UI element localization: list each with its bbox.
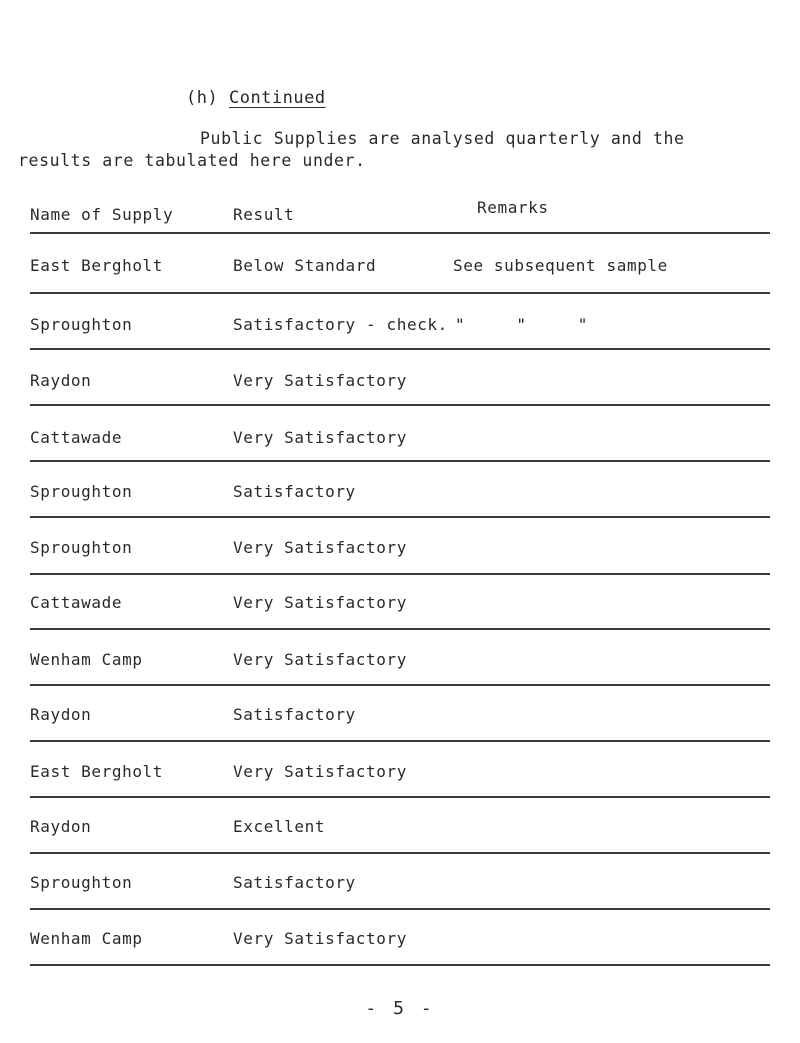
cell-supply: East Bergholt [30,256,164,275]
cell-result: Satisfactory - check. [233,315,448,334]
cell-supply: Sproughton [30,538,133,557]
cell-supply: Cattawade [30,593,123,612]
column-header-supply: Name of Supply [30,205,174,224]
cell-supply: East Bergholt [30,762,164,781]
table-rule [30,573,770,575]
table-rule [30,796,770,798]
section-title: Continued [228,88,326,108]
table-rule [30,460,770,462]
table-row [30,315,770,335]
table-rule [30,908,770,910]
cell-result: Very Satisfactory [233,538,407,557]
table-row [30,538,770,558]
table-row [30,705,770,725]
cell-result: Very Satisfactory [233,371,407,390]
table-rule [30,292,770,294]
cell-result: Satisfactory [233,482,356,501]
intro-line-1: Public Supplies are analysed quarterly and the [200,129,685,148]
table-rule [30,516,770,518]
table-rule [30,852,770,854]
cell-supply: Cattawade [30,428,123,447]
cell-remarks: " " " [455,315,589,334]
cell-supply: Raydon [30,371,92,390]
cell-result: Very Satisfactory [233,650,407,669]
table-rule [30,232,770,234]
table-row [30,593,770,613]
column-header-remarks: Remarks [477,198,549,217]
cell-result: Very Satisfactory [233,593,407,612]
intro-paragraph [18,128,778,172]
table-row [30,873,770,893]
cell-result: Excellent [233,817,326,836]
table-row [30,762,770,782]
cell-result: Satisfactory [233,705,356,724]
cell-result: Very Satisfactory [233,929,407,948]
table-row [30,929,770,949]
table-row [30,817,770,837]
table-row [30,650,770,670]
cell-result: Below Standard [233,256,377,275]
cell-supply: Wenham Camp [30,650,143,669]
cell-supply: Sproughton [30,873,133,892]
table-rule [30,628,770,630]
cell-result: Very Satisfactory [233,428,407,447]
intro-line-2: results are tabulated here under. [18,151,366,170]
table-row [30,428,770,448]
cell-result: Very Satisfactory [233,762,407,781]
cell-supply: Raydon [30,705,92,724]
table-rule [30,404,770,406]
page-number: - 5 - [365,998,435,1019]
cell-supply: Sproughton [30,315,133,334]
cell-remarks: See subsequent sample [453,256,668,275]
column-header-result: Result [233,205,295,224]
cell-supply: Wenham Camp [30,929,143,948]
table-row [30,371,770,391]
table-rule [30,964,770,966]
table-row [30,482,770,502]
table-rule [30,740,770,742]
cell-supply: Sproughton [30,482,133,501]
table-rule [30,684,770,686]
table-rule [30,348,770,350]
section-heading [186,88,326,108]
cell-result: Satisfactory [233,873,356,892]
table-row [30,256,770,276]
section-prefix: (h) [186,88,219,108]
cell-supply: Raydon [30,817,92,836]
